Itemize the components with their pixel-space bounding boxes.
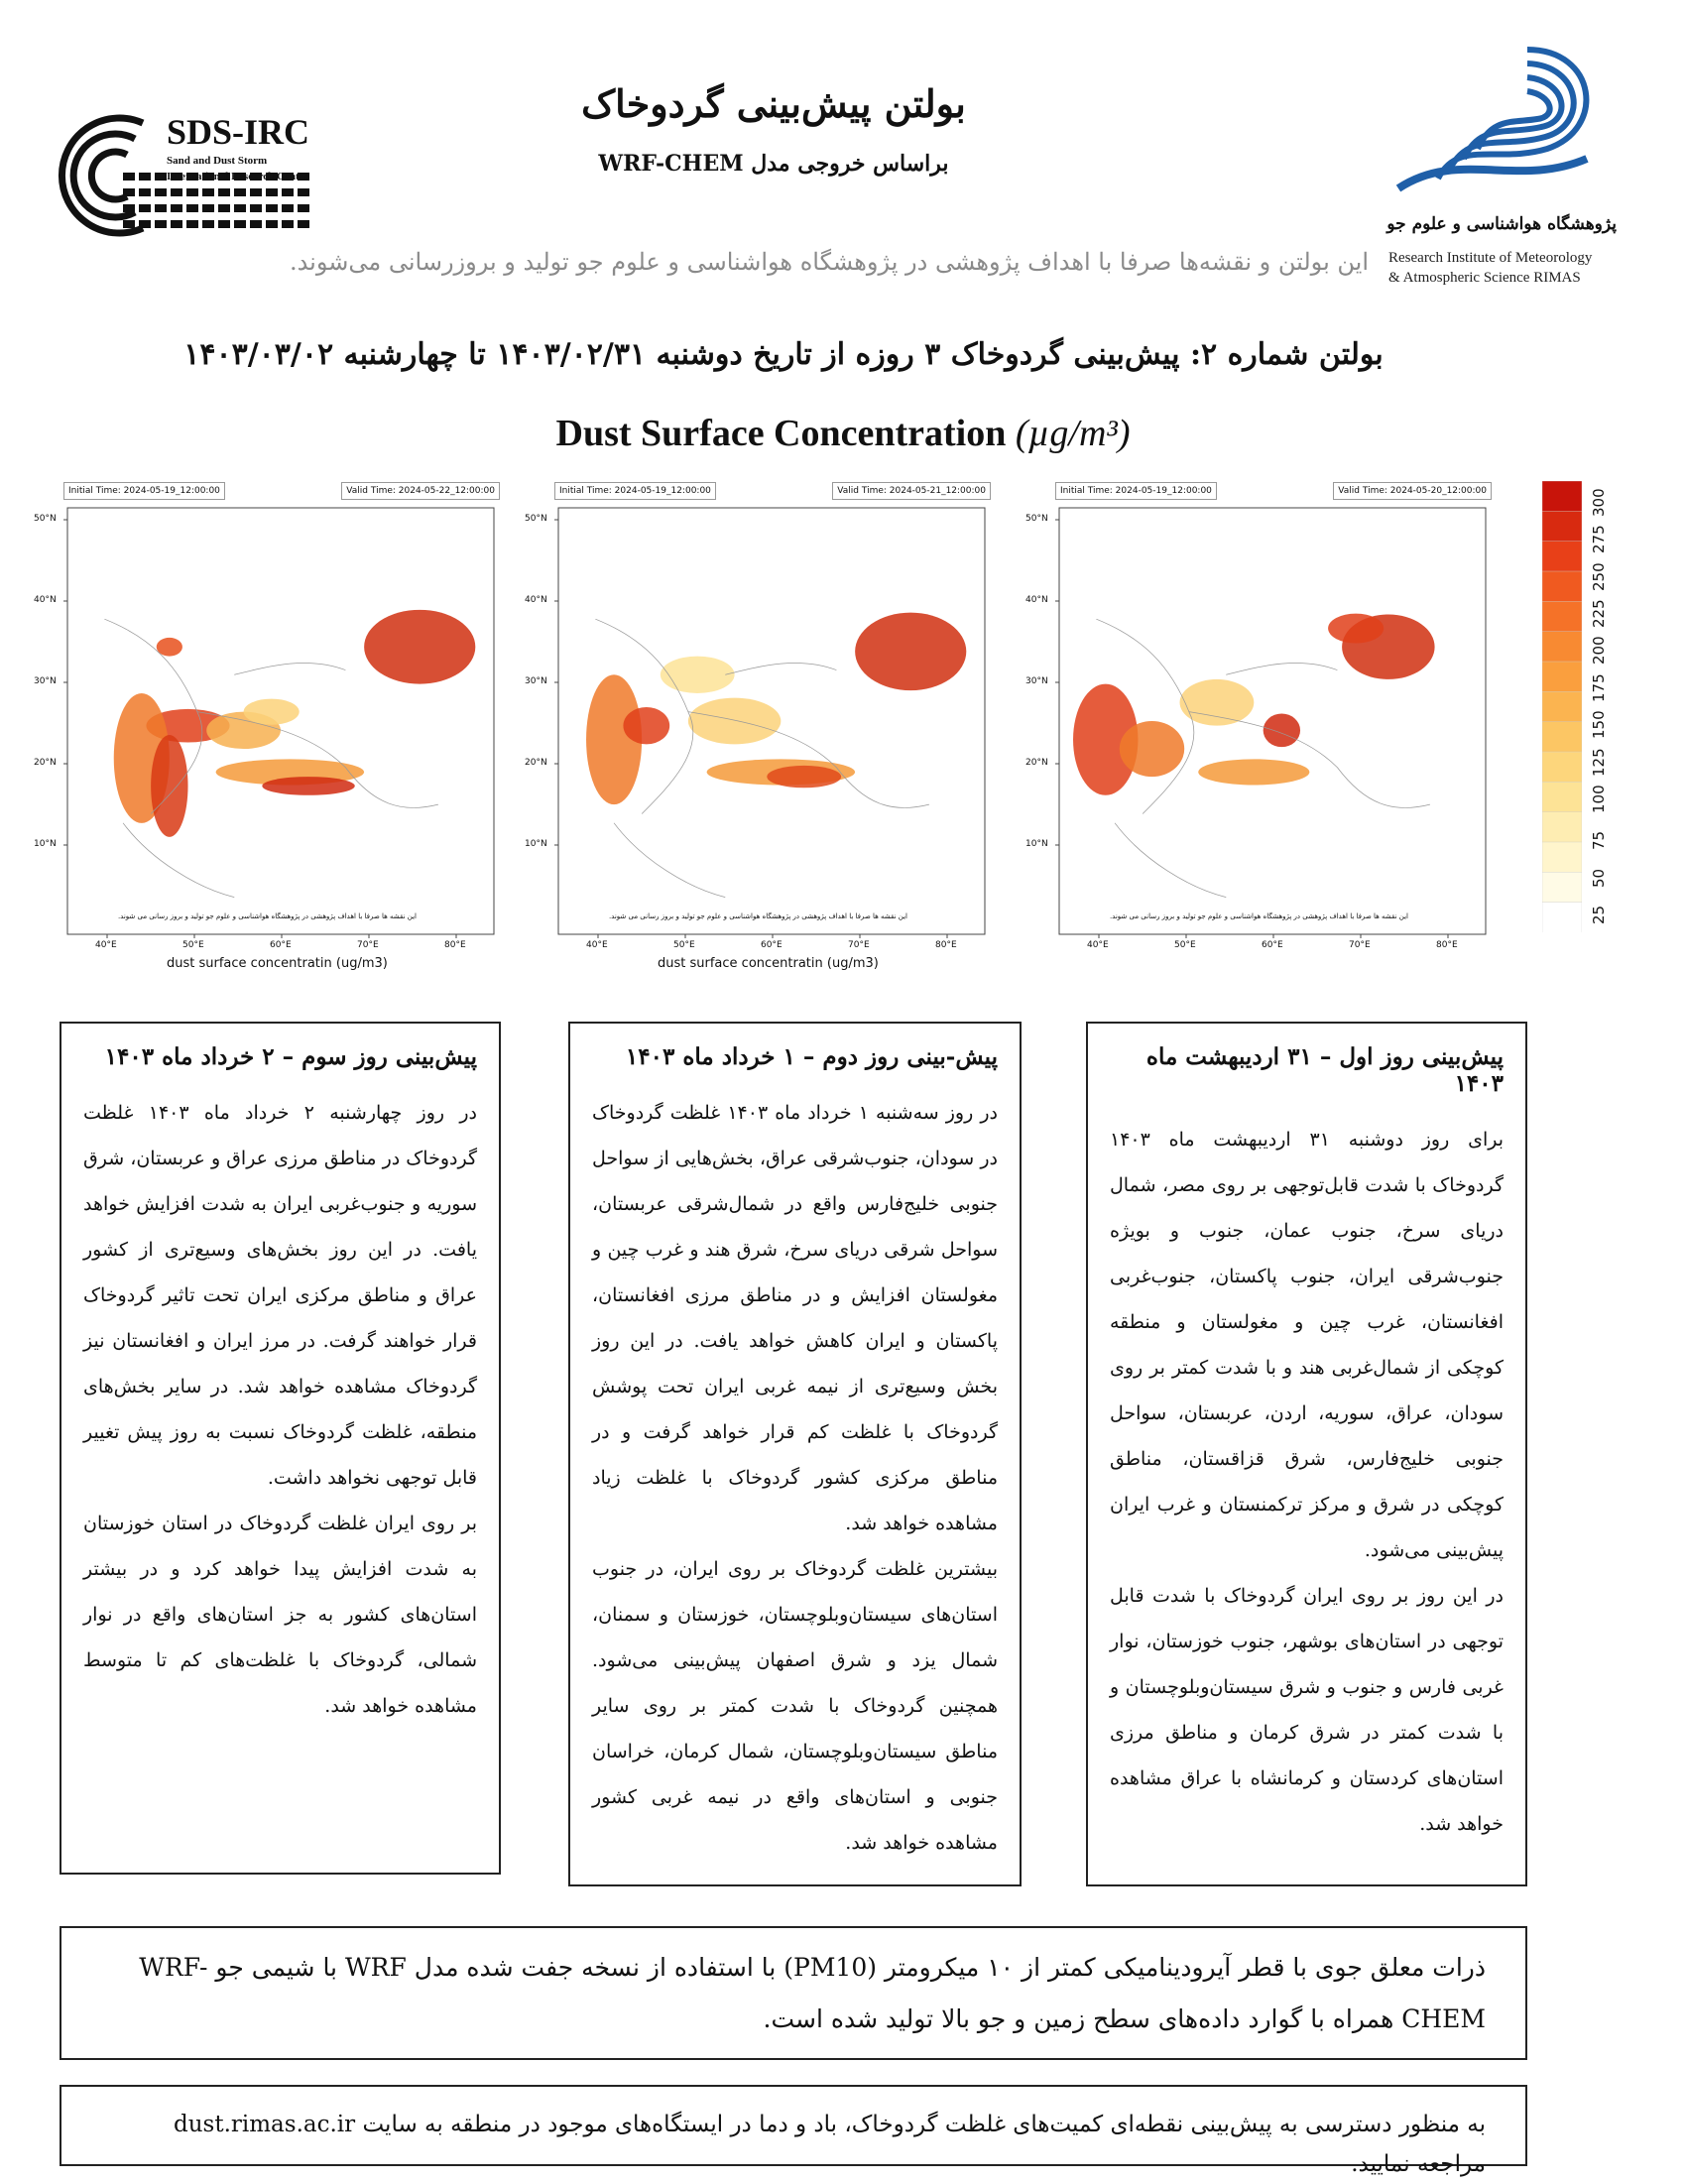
colorbar-segment (1542, 872, 1582, 903)
lon-label: 70°E (357, 940, 379, 950)
dust-map-day3 (34, 478, 526, 994)
forecast-day1-paragraph-1: برای روز دوشنبه ۳۱ اردیبهشت ماه ۱۴۰۳ گردوخاک با شدت قابل‌توجهی بر روی مصر، شمال دریای سرخ، جنوب عمان، جنوب و بویژه جنوب‌شرقی ایران، جنوب پاکستان، جنوب‌غربی افغانستان، غرب چین و مغولستان و منطقه کوچکی از شمال‌غربی هند و با شدت کمتر بر روی سودان، عراق، سوریه، اردن، عربستان، سواحل جنوبی خلیج‌فارس، شرق قزاقستان، مناطق کوچکی در شرق و مرکز ترکمنستان و غرب ایران پیش‌بینی می‌شود. (1110, 1129, 1504, 1561)
forecast-day2-paragraph-2: بیشترین غلظت گردوخاک بر روی ایران، در جنوب استان‌های سیستان‌وبلوچستان، خوزستان و سمنان، شمال یزد و شرق اصفهان پیش‌بینی می‌شود. همچنین گردوخاک با شدت کمتر بر روی سایر مناطق سیستان‌وبلوچستان، شمال کرمان، خراسان جنوبی و استان‌های واقع در نیمه غربی کشور مشاهده خواهد شد. (592, 1558, 998, 1854)
dust-plume (364, 610, 475, 684)
dust-plume (262, 777, 354, 795)
lat-label: 50°N (1025, 514, 1048, 524)
colorbar-segment (1542, 511, 1582, 542)
forecast-box-day3 (60, 1022, 501, 1875)
forecast-day2-paragraph-1: در روز سه‌شنبه ۱ خرداد ماه ۱۴۰۳ غلظت گردوخاک در سودان، جنوب‌شرقی عراق، بخش‌هایی از سواحل جنوبی خلیج‌فارس واقع در شمال‌شرقی عربستان، سواحل شرقی دریای سرخ، شرق هند و غرب چین و مغولستان افزایش و در مناطق مرزی افغانستان، پاکستان و ایران کاهش خواهد یافت. در این روز بخش وسیع‌تری از نیمه غربی ایران تحت پوشش گردوخاک با غلظت کم قرار خواهد گرفت و در مناطق مرکزی کشور گردوخاک با غلظت زیاد مشاهده خواهد شد. (592, 1102, 998, 1534)
map-disclaimer-note: این نقشه ها صرفا با اهداف پژوهشی در پژوهشگاه هواشناسی و علوم جو تولید و بروز رسانی می شوند. (608, 912, 907, 920)
dust-map-day1 (1025, 478, 1517, 994)
colorbar-label: 250 (1590, 562, 1608, 591)
initial-time-stamp: Initial Time: 2024-05-19_12:00:00 (63, 482, 225, 500)
dust-title (446, 412, 1240, 455)
dust-plume (244, 699, 300, 725)
colorbar-segment (1542, 662, 1582, 692)
dust-plume (767, 766, 841, 788)
forecast-day2-title: پیش-بینی روز دوم – ۱ خرداد ماه ۱۴۰۳ (625, 1043, 998, 1070)
lat-label: 40°N (1025, 595, 1048, 605)
lon-label: 70°E (1349, 940, 1371, 950)
lat-label: 20°N (525, 758, 547, 768)
sds-irc-subtitle-1: Sand and Dust Storm (167, 155, 268, 167)
colorbar-label: 275 (1590, 525, 1608, 554)
colorbar-label: 100 (1590, 785, 1608, 813)
lon-label: 70°E (848, 940, 870, 950)
dust-plume (1328, 614, 1384, 644)
lat-label: 10°N (1025, 839, 1048, 849)
lon-label: 50°E (182, 940, 204, 950)
dust-plume (151, 735, 187, 837)
colorbar-segment (1542, 481, 1582, 512)
dust-plume (623, 707, 669, 744)
colorbar-segment (1542, 542, 1582, 572)
colorbar-segment (1542, 722, 1582, 753)
dust-title-text: Dust Surface Concentration (555, 413, 1007, 454)
lon-label: 40°E (95, 940, 117, 950)
bulletin-title: بولتن شماره ۲: پیش‌بینی گردوخاک ۳ روزه از تاریخ دوشنبه ۱۴۰۳/۰۲/۳۱ تا چهارشنبه ۱۴۰۳/۰۳/۰۲ (183, 337, 1384, 372)
dust-plume (855, 613, 966, 691)
map-canvas (1051, 478, 1517, 974)
dust-plume (1120, 721, 1184, 777)
rimas-name-en-1: Research Institute of Meteorology (1388, 250, 1593, 266)
lat-label: 40°N (34, 595, 57, 605)
rimas-logo (1379, 40, 1617, 218)
colorbar-segment (1542, 601, 1582, 632)
lon-label: 40°E (1087, 940, 1109, 950)
lon-label: 80°E (935, 940, 957, 950)
lat-label: 50°N (525, 514, 547, 524)
map-disclaimer-note: این نقشه ها صرفا با اهداف پژوهشی در پژوهشگاه هواشناسی و علوم جو تولید و بروز رسانی می شوند. (1109, 912, 1408, 920)
lon-label: 60°E (1262, 940, 1283, 950)
lat-label: 10°N (34, 839, 57, 849)
colorbar-segment (1542, 691, 1582, 722)
lat-label: 30°N (34, 676, 57, 686)
map-xlabel: dust surface concentratin (ug/m3) (658, 956, 879, 971)
colorbar-label: 125 (1590, 747, 1608, 777)
initial-time-stamp: Initial Time: 2024-05-19_12:00:00 (554, 482, 716, 500)
dust-map-day2 (525, 478, 1017, 994)
dust-plume (1264, 714, 1300, 748)
forecast-day3-paragraph-2: بر روی ایران غلظت گردوخاک در استان خوزستان به شدت افزایش پیدا خواهد کرد و در بیشتر استان‌های کشور به جز استان‌های واقع در نوار شمالی، گردوخاک با غلظت‌های کم تا متوسط مشاهده خواهد شد. (83, 1513, 477, 1717)
colorbar-segment (1542, 632, 1582, 663)
colorbar-segment (1542, 782, 1582, 812)
valid-time-stamp: Valid Time: 2024-05-21_12:00:00 (832, 482, 991, 500)
initial-time-stamp: Initial Time: 2024-05-19_12:00:00 (1055, 482, 1217, 500)
colorbar-label: 25 (1590, 905, 1608, 924)
lon-label: 40°E (586, 940, 608, 950)
main-subtitle: براساس خروجی مدل WRF-CHEM (598, 151, 949, 177)
map-canvas (550, 478, 1017, 974)
lon-label: 80°E (444, 940, 466, 950)
lat-label: 30°N (525, 676, 547, 686)
colorbar-label: 175 (1590, 673, 1608, 702)
forecast-day1-title: پیش‌بینی روز اول – ۳۱ اردیبهشت ماه ۱۴۰۳ (1145, 1043, 1504, 1097)
colorbar-segment (1542, 842, 1582, 873)
website-info-text: به منظور دسترسی به پیش‌بینی نقطه‌ای کمیت‌های غلظت گردوخاک، باد و دما در ایستگاه‌های موجود در منطقه به سایت dust.rimas.ac.ir مراجعه نمایید. (174, 2112, 1486, 2177)
map-xlabel: dust surface concentratin (ug/m3) (167, 956, 388, 971)
valid-time-stamp: Valid Time: 2024-05-20_12:00:00 (1333, 482, 1492, 500)
valid-time-stamp: Valid Time: 2024-05-22_12:00:00 (341, 482, 500, 500)
colorbar-segment (1542, 752, 1582, 783)
colorbar-segment (1542, 903, 1582, 932)
lon-label: 50°E (1174, 940, 1196, 950)
lat-label: 20°N (34, 758, 57, 768)
forecast-box-day2 (568, 1022, 1022, 1886)
model-info-text: ذرات معلق جوی با قطر آیرودینامیکی کمتر از ۱۰ میکرومتر (PM10) با استفاده از نسخه جفت شده مدل WRF با شیمی جو WRF-CHEM همراه با گوارد داده‌های سطح زمین و جو بالا تولید شده است. (139, 1953, 1486, 2033)
rimas-name-en-2: & Atmospheric Science RIMAS (1388, 270, 1581, 286)
lat-label: 10°N (525, 839, 547, 849)
colorbar-label: 225 (1590, 599, 1608, 629)
map-disclaimer-note: این نقشه ها صرفا با اهداف پژوهشی در پژوهشگاه هواشناسی و علوم جو تولید و بروز رسانی می شوند. (117, 912, 417, 920)
lon-label: 80°E (1436, 940, 1458, 950)
main-title: بولتن پیش‌بینی گردوخاک (581, 81, 966, 126)
sds-irc-subtitle-2: International Research Center (167, 171, 309, 182)
rimas-name-fa: پژوهشگاه هواشناسی و علوم جو (1386, 214, 1617, 234)
disclaimer: این بولتن و نقشه‌ها صرفا با اهداف پژوهشی در پژوهشگاه هواشناسی و علوم جو تولید و بروزرسانی می‌شوند. (289, 248, 1369, 276)
dust-plume (1198, 759, 1309, 785)
lat-label: 20°N (1025, 758, 1048, 768)
colorbar (1542, 481, 1582, 932)
colorbar-label: 300 (1590, 488, 1608, 517)
lon-label: 50°E (673, 940, 695, 950)
colorbar-label: 150 (1590, 710, 1608, 740)
forecast-day3-title: پیش‌بینی روز سوم – ۲ خرداد ماه ۱۴۰۳ (104, 1043, 477, 1070)
forecast-box-day1 (1086, 1022, 1527, 1886)
colorbar-label: 50 (1590, 868, 1608, 888)
dust-title-unit: (µg/m³) (1015, 413, 1131, 454)
lat-label: 50°N (34, 514, 57, 524)
website-info-box (60, 2085, 1527, 2177)
colorbar-label: 200 (1590, 636, 1608, 666)
colorbar-label: 75 (1590, 831, 1608, 851)
model-info-box (60, 1926, 1527, 2060)
dust-plume (688, 698, 781, 745)
lat-label: 30°N (1025, 676, 1048, 686)
colorbar-segment (1542, 571, 1582, 602)
forecast-day3-paragraph-1: در روز چهارشنبه ۲ خرداد ماه ۱۴۰۳ غلظت گردوخاک در مناطق مرزی عراق و عربستان، شرق سوریه و جنوب‌غربی ایران به شدت افزایش خواهد یافت. در این روز بخش‌های وسیع‌تری از کشور عراق و مناطق مرکزی ایران تحت تاثیر گردوخاک قرار خواهند گرفت. در مرز ایران و افغانستان نیز گردوخاک مشاهده خواهد شد. در سایر بخش‌های منطقه، غلظت گردوخاک نسبت به روز پیش تغییر قابل توجهی نخواهد داشت. (83, 1102, 477, 1489)
dust-plume (1180, 679, 1255, 726)
lat-label: 40°N (525, 595, 547, 605)
colorbar-segment (1542, 812, 1582, 843)
lon-label: 60°E (761, 940, 783, 950)
sds-irc-title: SDS-IRC (167, 112, 310, 152)
map-canvas (60, 478, 526, 974)
forecast-day1-paragraph-2: در این روز بر روی ایران گردوخاک با شدت قابل توجهی در استان‌های بوشهر، جنوب خوزستان، نوار غربی فارس و جنوب و شرق سیستان‌وبلوچستان و با شدت کمتر در شرق کرمان و مناطق مرزی استان‌های کردستان و کرمانشاه با عراق مشاهده خواهد شد. (1110, 1585, 1504, 1835)
dust-plume (157, 638, 182, 657)
dust-plume (661, 657, 735, 693)
lon-label: 60°E (270, 940, 292, 950)
